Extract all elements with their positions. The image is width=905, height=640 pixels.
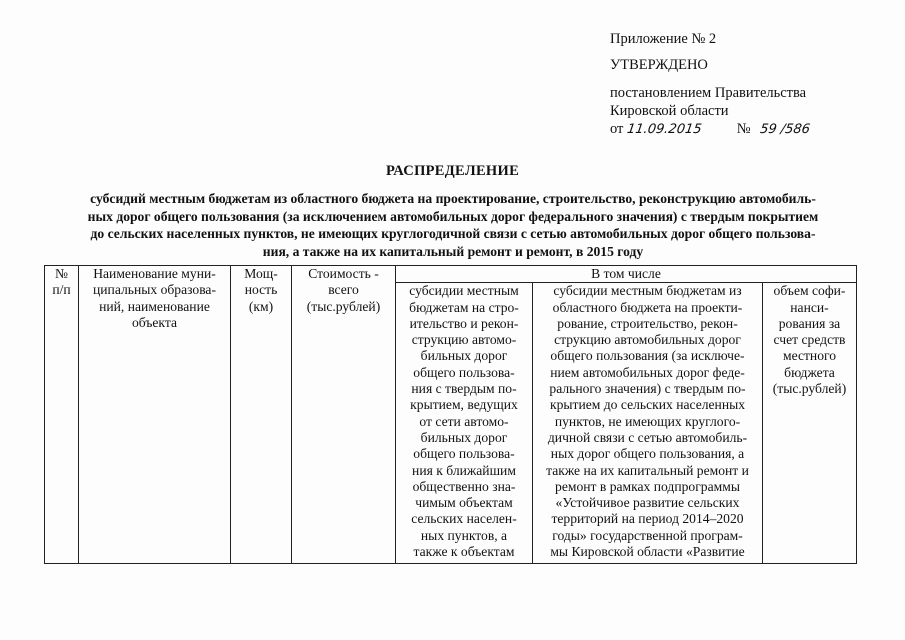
header-group-including: В том числе <box>396 266 857 283</box>
handwritten-date: 11.09.2015 <box>626 122 703 137</box>
header-col-power: Мощ- ность (км) <box>231 266 292 564</box>
header-col-cost: Стоимость - всего (тыс.рублей) <box>292 266 396 564</box>
document-title: РАСПРЕДЕЛЕНИЕ <box>385 163 520 179</box>
number-prefix: № <box>736 121 751 137</box>
document-subtitle <box>38 190 868 260</box>
decree-line-2: Кировской области <box>610 103 729 119</box>
distribution-table <box>44 265 857 564</box>
header-sub-cofinancing: объем софи- нанси- рования за счет средств местного бюджета (тыс.рублей) <box>763 283 857 564</box>
subtitle-line: ных дорог общего пользования (за исключением автомобильных дорог федерального значения) с твердым покрытием <box>87 208 819 224</box>
header-col-number: № п/п <box>45 266 79 564</box>
decree-date-number <box>610 120 810 139</box>
header-col-name: Наименование муни- ципальных образова- ний, наименование объекта <box>79 266 231 564</box>
decree-line-1: постановлением Правительства <box>610 85 807 101</box>
approval-block <box>610 30 810 139</box>
appendix-label: Приложение № 2 <box>610 31 717 47</box>
subtitle-line: до сельских населенных пунктов, не имеющих круглогодичной связи с сетью автомобильных дорог общего пользова- <box>90 226 816 242</box>
subtitle-line: ния, а также на их капитальный ремонт и ремонт, в 2015 году <box>262 243 644 259</box>
handwritten-number: 59 /586 <box>759 122 812 137</box>
subtitle-line: субсидий местным бюджетам из областного бюджета на проектирование, строительство, реконструкцию автомобиль- <box>90 191 816 206</box>
header-sub-subsidy-design: субсидии местным бюджетам из областного бюджета на проекти- рование, строительство, рекон- струкцию автомобильных дорог общего пользования (за исключе- нием автомобильных дорог феде- рального значения) с твердым по- крытием до сельских населенных пунктов, не имеющих круглого- дичной связи с сетью автомобиль- ных дорог общего пользования, а также на их капитальный ремонт и ремонт в рамках подпрограммы «Устойчивое развитие сельских территорий на период 2014–2020 годы» государственной програм- мы Кировской области «Развитие <box>533 283 763 564</box>
header-sub-subsidy-construction: субсидии местным бюджетам на стро- ительство и рекон- струкцию автомо- бильных дорог общего пользова- ния с твердым по- крытием, ведущих от сети автомо- бильных дорог общего пользова- ния к ближайшим общественно зна- чимым объектам сельских населен- ных пунктов, а также к объектам <box>396 283 533 564</box>
date-prefix: от <box>610 121 624 137</box>
approved-label: УТВЕРЖДЕНО <box>610 57 708 73</box>
